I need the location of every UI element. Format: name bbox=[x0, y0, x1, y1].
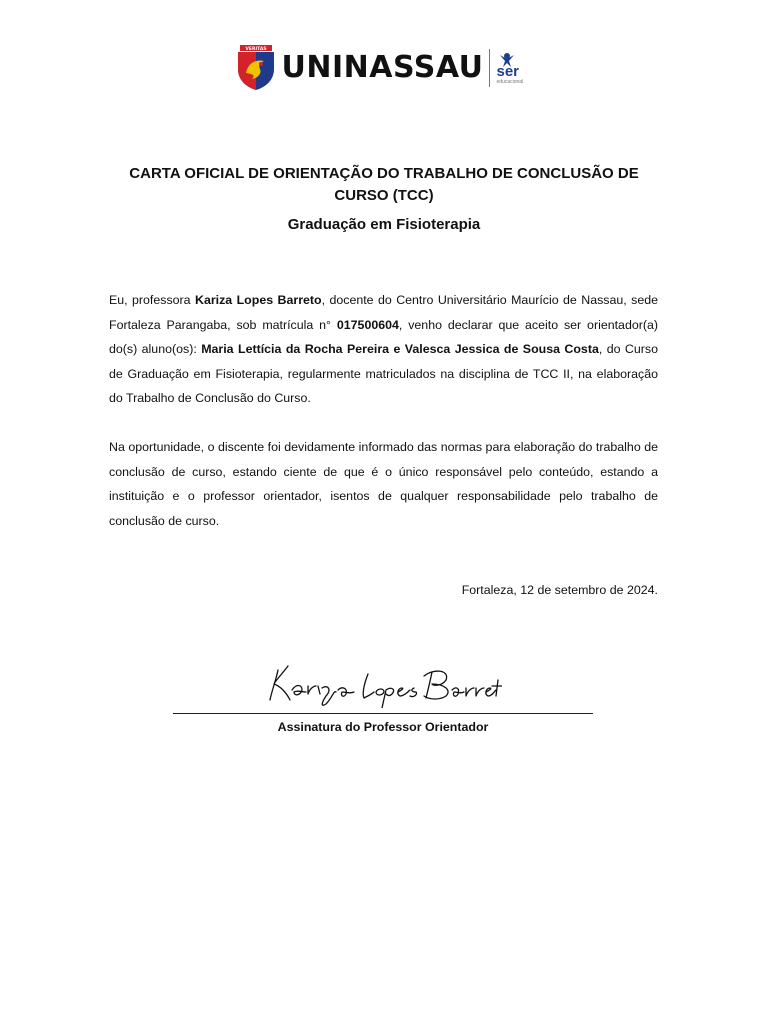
handwritten-signature bbox=[262, 656, 502, 708]
student-names: Maria Lettícia da Rocha Pereira e Valesca Jessica de Sousa Costa bbox=[201, 342, 599, 356]
svg-text:VERITAS: VERITAS bbox=[244, 47, 267, 52]
document-subtitle: Graduação em Fisioterapia bbox=[287, 216, 481, 233]
paragraph-text: Eu, professora bbox=[109, 293, 195, 307]
professor-name: Kariza Lopes Barreto bbox=[195, 293, 322, 307]
header-logo bbox=[0, 42, 768, 94]
ser-logo-text: ser bbox=[496, 63, 520, 80]
signature-label: Assinatura do Professor Orientador bbox=[277, 720, 489, 734]
responsibility-paragraph: Na oportunidade, o discente foi devidamente informado das normas para elaboração do trabalho de conclusão de curso, estando ciente de que é o único responsável pelo conteúdo, estando a instituição e o professor orientador, isentos de qualquer responsabilidade pelo trabalho de conclusão de curso. bbox=[109, 440, 658, 528]
paragraph-text: , docente do Centro Universitário Maurício de Nassau, sede Fortaleza Parangaba, sob matrícula n° bbox=[109, 293, 658, 332]
uninassau-shield-logo-icon bbox=[236, 45, 276, 91]
declaration-paragraph bbox=[109, 288, 658, 411]
signature-line bbox=[173, 713, 593, 714]
registration-number: 017500604 bbox=[336, 317, 399, 332]
paragraph-text: , do Curso de Graduação em Fisioterapia, regularmente matriculados na disciplina de TCC II, na elaboração do Trabalho de Conclusão do Curso. bbox=[109, 342, 658, 405]
paragraph-text: , venho declarar que aceito ser orientador(a) do(s) aluno(os): bbox=[109, 317, 658, 356]
brand-name: UNINASSAU bbox=[281, 50, 484, 85]
ser-logo-subtext: educacional bbox=[496, 79, 524, 85]
ser-educacional-logo bbox=[496, 51, 532, 85]
date-line: Fortaleza, 12 de setembro de 2024. bbox=[461, 583, 658, 597]
document-title: CARTA OFICIAL DE ORIENTAÇÃO DO TRABALHO DE CONCLUSÃO DE CURSO (TCC) bbox=[129, 165, 639, 204]
logo-divider bbox=[489, 49, 490, 87]
